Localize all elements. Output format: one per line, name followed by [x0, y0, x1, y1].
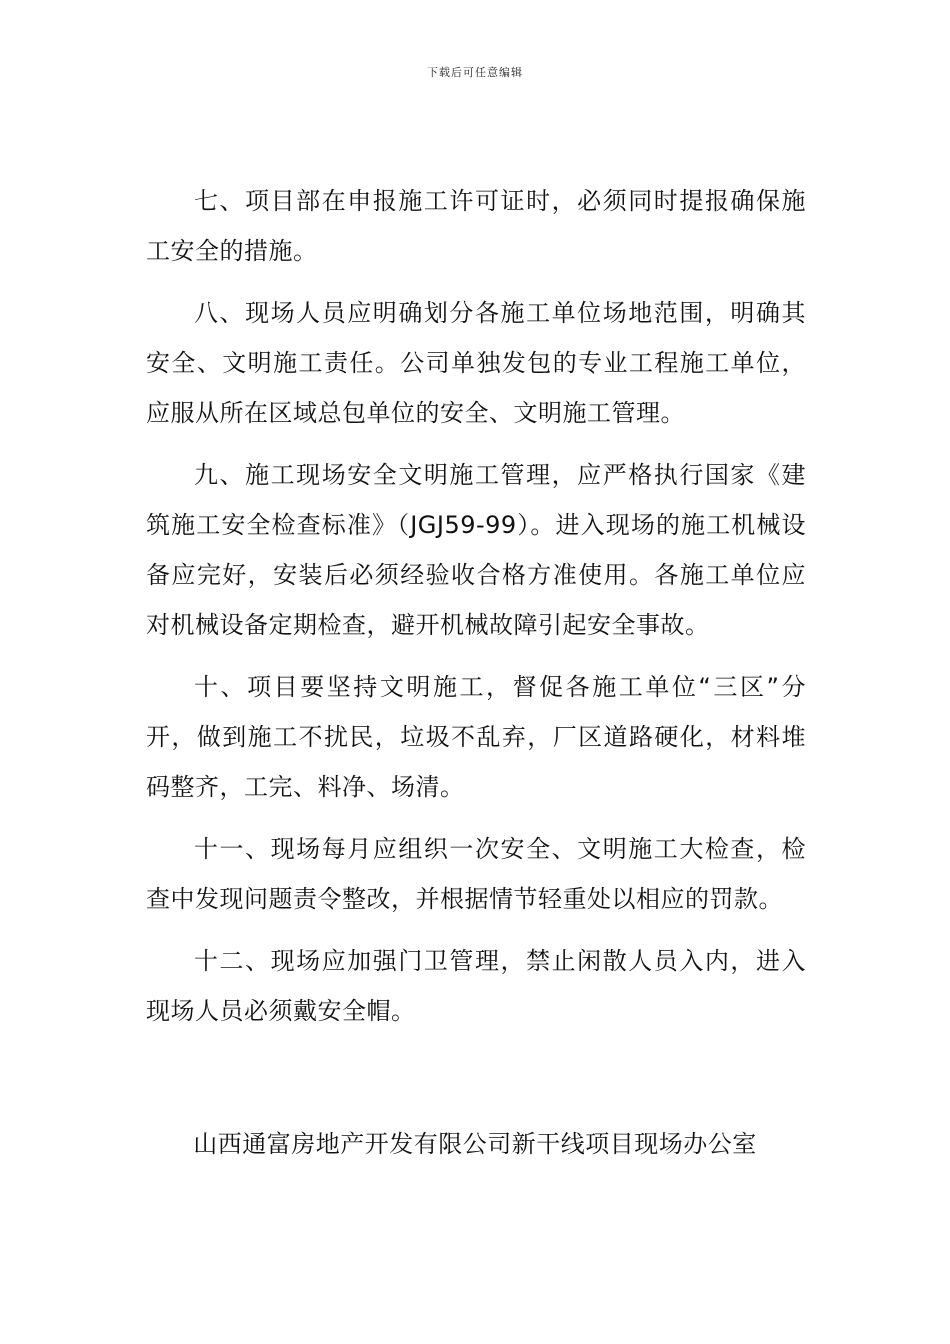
header-note: 下载后可任意编辑 [427, 66, 523, 79]
paragraph-7: 七、项目部在申报施工许可证时，必须同时提报确保施工安全的措施。 [146, 187, 806, 265]
signature-line: 山西通富房地产开发有限公司新干线项目现场办公室 [193, 1130, 757, 1158]
paragraph-12: 十二、现场应加强门卫管理，禁止闲散人员入内，进入现场人员必须戴安全帽。 [146, 947, 806, 1025]
paragraph-10: 十、项目要坚持文明施工，督促各施工单位“三区”分开，做到施工不扰民，垃圾不乱弃，厂区道路硬化，材料堆码整齐，工完、料净、场清。 [146, 673, 806, 801]
paragraph-9: 九、施工现场安全文明施工管理，应严格执行国家《建筑施工安全检查标准》（JGJ59-99）。进入现场的施工机械设备应完好，安装后必须经验收合格方准使用。各施工单位应对机械设备定期检查，避开机械故障引起安全事故。 [146, 461, 806, 639]
paragraph-8: 八、现场人员应明确划分各施工单位场地范围，明确其安全、文明施工责任。公司单独发包的专业工程施工单位，应服从所在区域总包单位的安全、文明施工管理。 [146, 299, 806, 427]
paragraph-11: 十一、现场每月应组织一次安全、文明施工大检查，检查中发现问题责令整改，并根据情节轻重处以相应的罚款。 [146, 835, 806, 913]
document-body [146, 176, 806, 1036]
